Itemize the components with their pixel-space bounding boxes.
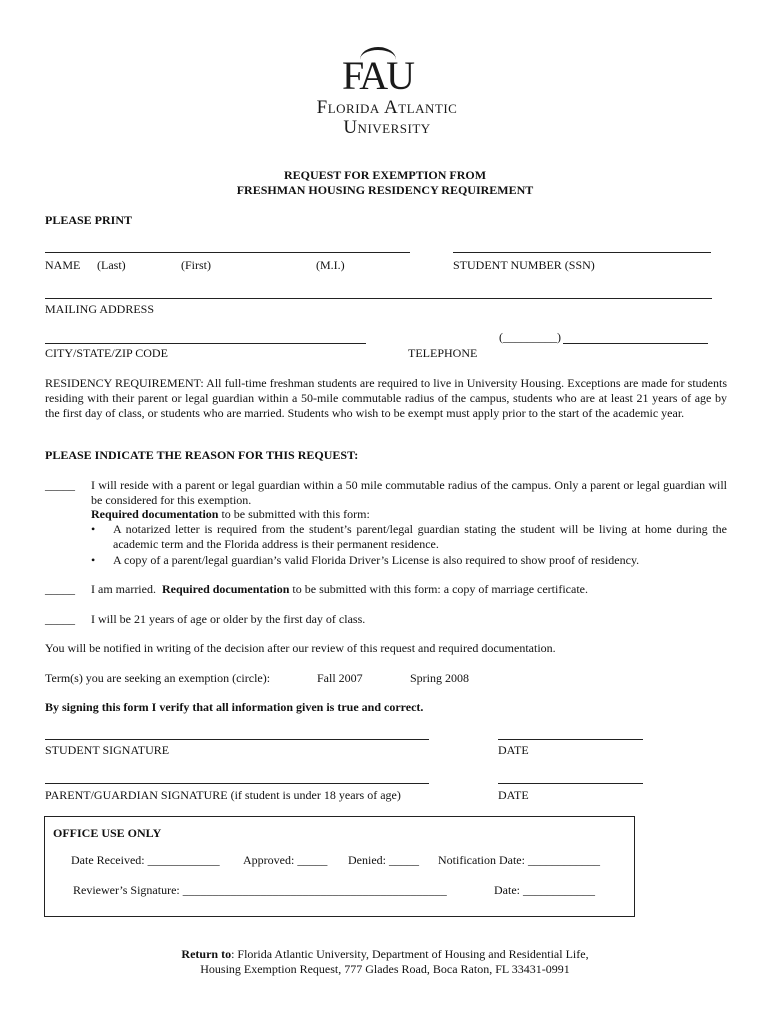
terms-label: Term(s) you are seeking an exemption (circle): xyxy=(45,671,271,685)
reason2-text xyxy=(91,582,588,597)
student-signature-field[interactable] xyxy=(45,739,429,740)
return-address-line1 xyxy=(0,947,770,962)
reason-heading: PLEASE INDICATE THE REASON FOR THIS REQUEST: xyxy=(45,448,359,462)
reason1-checkbox[interactable]: _____ xyxy=(45,478,75,492)
bullet-icon: • xyxy=(91,522,96,536)
student-date-label: DATE xyxy=(498,743,529,757)
office-date-field[interactable]: Date: ____________ xyxy=(494,883,595,897)
student-number-label: STUDENT NUMBER (SSN) xyxy=(453,258,595,272)
fau-logo-mark: FAU xyxy=(342,53,414,98)
reason3-checkbox[interactable]: _____ xyxy=(45,612,75,626)
residency-requirement-text: RESIDENCY REQUIREMENT: All full-time freshman students are required to live in University Housing. Exceptions are made for students residing with their parent or legal guardian within a 50-mile commutable radius of the campus, students who are at least 21 years of age by the first day of class, or students who are married. Students who wish to be exempt must apply prior to the start of the academic year. xyxy=(45,376,727,420)
reviewer-signature-field[interactable]: Reviewer’s Signature: ____________________________________________ xyxy=(73,883,447,897)
required-documentation-label: Required documentation xyxy=(91,507,219,521)
form-title-line2: FRESHMAN HOUSING RESIDENCY REQUIREMENT xyxy=(236,183,534,197)
office-use-heading: OFFICE USE ONLY xyxy=(53,826,162,840)
reason2-rest: to be submitted with this form: a copy of marriage certificate. xyxy=(289,582,588,596)
verify-statement: By signing this form I verify that all information given is true and correct. xyxy=(45,700,424,714)
reason2-checkbox[interactable]: _____ xyxy=(45,582,75,596)
bullet-drivers-license: A copy of a parent/legal guardian’s valid Florida Driver’s License is also required to show proof of residency. xyxy=(113,553,640,567)
denied-field[interactable]: Denied: _____ xyxy=(348,853,419,867)
logo-university-line1: Florida Atlantic xyxy=(316,97,458,118)
term-fall-2007[interactable]: Fall 2007 xyxy=(317,671,363,685)
reason2-required-doc: Required documentation xyxy=(161,582,290,596)
student-number-field[interactable] xyxy=(453,252,711,253)
term-spring-2008[interactable]: Spring 2008 xyxy=(410,671,470,685)
city-state-zip-field[interactable] xyxy=(45,343,366,344)
phone-area-code: (_________) xyxy=(499,330,561,344)
notification-date-field[interactable]: Notification Date: ____________ xyxy=(438,853,600,867)
logo-university-line2: University xyxy=(343,117,431,138)
required-documentation-rest: to be submitted with this form: xyxy=(218,507,370,521)
last-name-label: (Last) xyxy=(97,258,126,272)
form-title-line1: REQUEST FOR EXEMPTION FROM xyxy=(283,168,487,182)
parent-signature-label: PARENT/GUARDIAN SIGNATURE (if student is under 18 years of age) xyxy=(45,788,401,802)
return-to-label: Return to xyxy=(181,947,232,961)
parent-date-label: DATE xyxy=(498,788,529,802)
middle-initial-label: (M.I.) xyxy=(316,258,345,272)
student-signature-label: STUDENT SIGNATURE xyxy=(45,743,170,757)
telephone-field[interactable] xyxy=(563,343,708,344)
return-address-line2: Housing Exemption Request, 777 Glades Road, Boca Raton, FL 33431-0991 xyxy=(200,962,570,976)
mailing-address-field[interactable] xyxy=(45,298,712,299)
please-print-heading: PLEASE PRINT xyxy=(45,213,133,227)
telephone-label: TELEPHONE xyxy=(408,346,478,360)
name-field[interactable] xyxy=(45,252,410,253)
reason2-married: I am married. xyxy=(91,582,162,596)
bullet-notarized-letter: A notarized letter is required from the student’s parent/legal guardian stating the student will be living at home during the academic term and the Florida address is their permanent residence. xyxy=(113,522,727,551)
reason1-required-doc xyxy=(91,507,370,522)
parent-signature-field[interactable] xyxy=(45,783,429,784)
reason3-text: I will be 21 years of age or older by the first day of class. xyxy=(91,612,366,626)
first-name-label: (First) xyxy=(181,258,211,272)
date-received-field[interactable]: Date Received: ____________ xyxy=(71,853,220,867)
bullet-icon: • xyxy=(91,553,96,567)
return-to-rest: : Florida Atlantic University, Department of Housing and Residential Life, xyxy=(231,947,589,961)
city-state-zip-label: CITY/STATE/ZIP CODE xyxy=(45,346,168,360)
notification-text: You will be notified in writing of the decision after our review of this request and required documentation. xyxy=(45,641,556,655)
mailing-address-label: MAILING ADDRESS xyxy=(45,302,155,316)
student-date-field[interactable] xyxy=(498,739,643,740)
reason1-text: I will reside with a parent or legal guardian within a 50 mile commutable radius of the campus. Only a parent or legal guardian will be considered for this exemption. xyxy=(91,478,727,507)
parent-date-field[interactable] xyxy=(498,783,643,784)
approved-field[interactable]: Approved: _____ xyxy=(243,853,328,867)
name-label: NAME xyxy=(45,258,81,272)
